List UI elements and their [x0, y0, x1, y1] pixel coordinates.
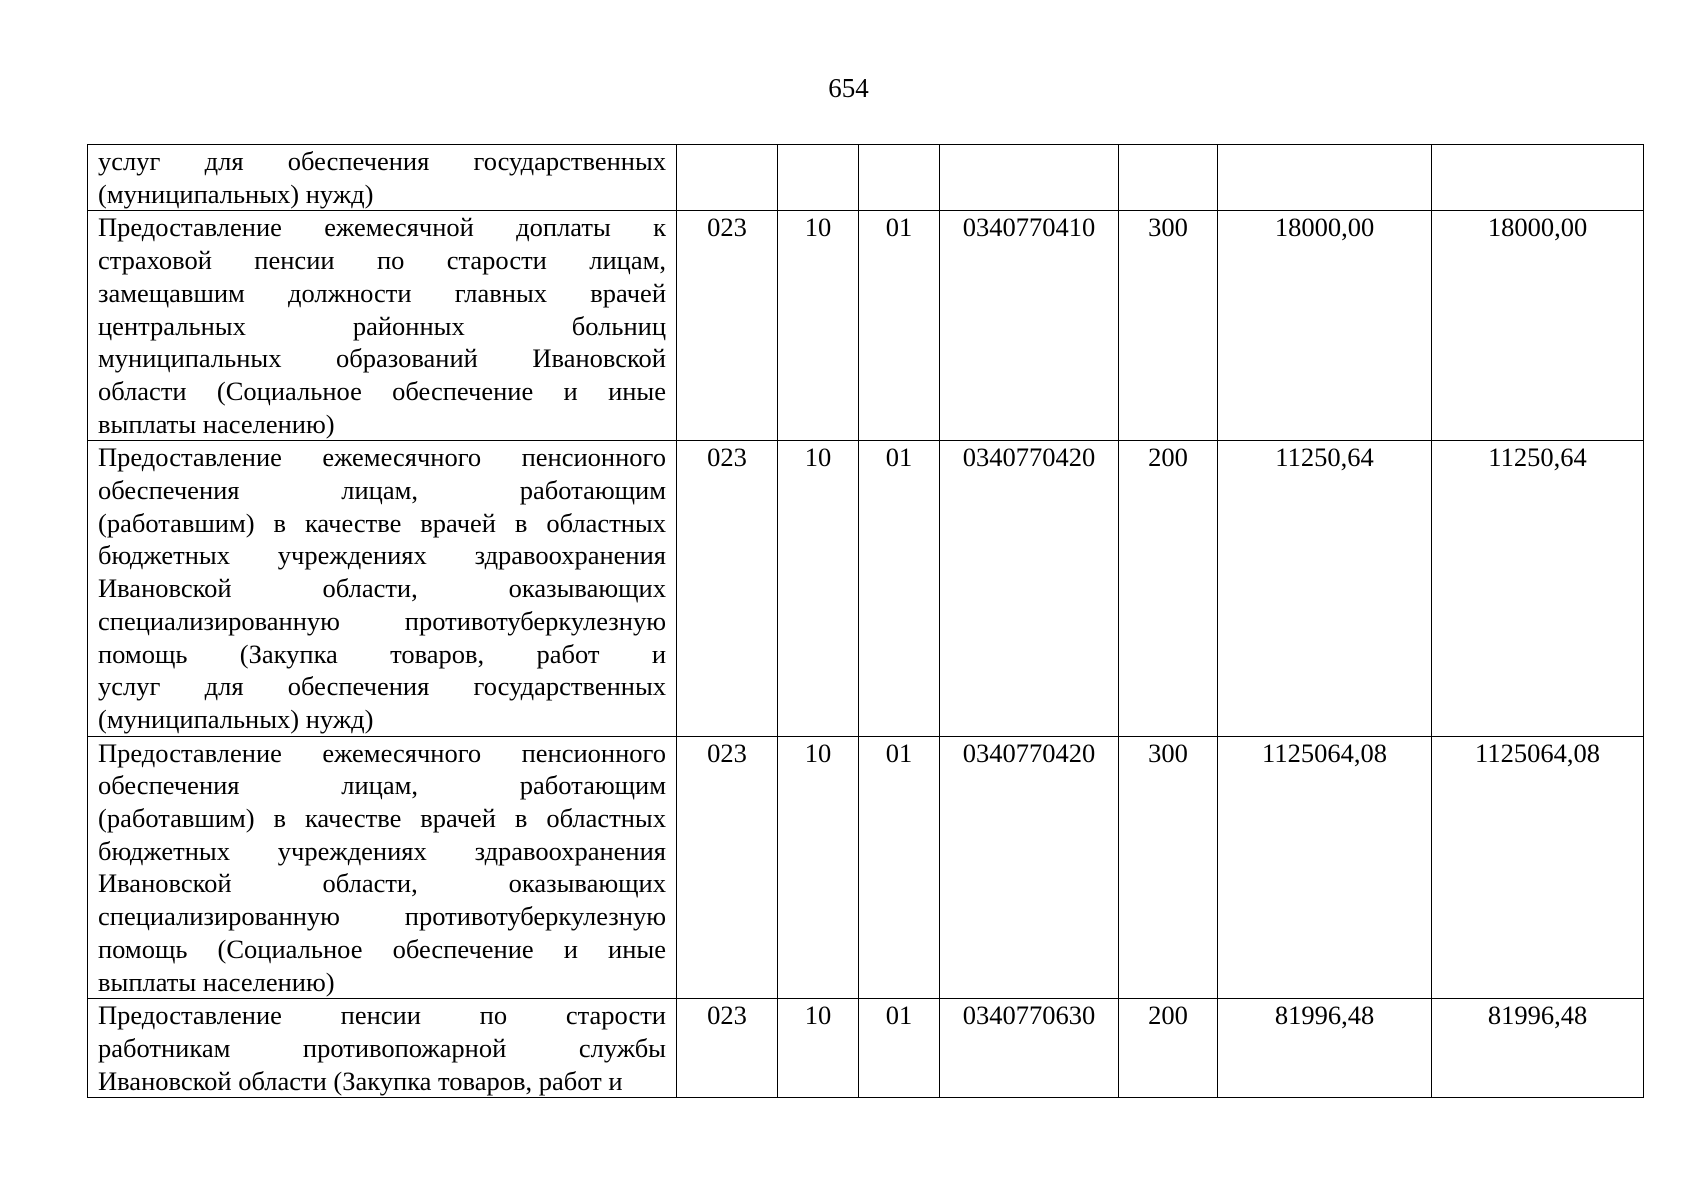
section-code: 10	[778, 736, 859, 999]
amount-year1	[1218, 145, 1432, 211]
row-description	[88, 145, 677, 211]
description-line: Ивановской области, оказывающих	[98, 573, 666, 604]
amount-year2: 81996,48	[1432, 999, 1644, 1098]
section-code	[778, 145, 859, 211]
description-line: услуг для обеспечения государственных	[98, 671, 666, 702]
subsection-code: 01	[859, 999, 940, 1098]
section-code: 10	[778, 999, 859, 1098]
amount-year1: 18000,00	[1218, 211, 1432, 441]
ministry-code: 023	[677, 441, 778, 736]
table-body	[88, 145, 1644, 1098]
ministry-code: 023	[677, 736, 778, 999]
description-line: Ивановской области (Закупка товаров, работ и	[98, 1065, 623, 1096]
description-line: услуг для обеспечения государственных	[98, 146, 666, 176]
target-article: 0340770630	[940, 999, 1119, 1098]
subsection-code: 01	[859, 211, 940, 441]
target-article: 0340770410	[940, 211, 1119, 441]
table-row	[88, 145, 1644, 211]
description-line: страховой пенсии по старости лицам,	[98, 245, 666, 276]
expense-type: 200	[1119, 441, 1218, 736]
amount-year1: 81996,48	[1218, 999, 1432, 1098]
target-article: 0340770420	[940, 736, 1119, 999]
subsection-code: 01	[859, 441, 940, 736]
ministry-code: 023	[677, 211, 778, 441]
row-description	[88, 736, 677, 999]
description-line: специализированную противотуберкулезную	[98, 901, 666, 932]
expense-type: 200	[1119, 999, 1218, 1098]
table-row	[88, 736, 1644, 999]
expense-type: 300	[1119, 736, 1218, 999]
description-line: муниципальных образований Ивановской	[98, 343, 666, 374]
row-description	[88, 211, 677, 441]
description-line: области (Социальное обеспечение и иные	[98, 375, 666, 406]
description-line: Предоставление ежемесячной доплаты к	[98, 212, 666, 243]
table-row	[88, 441, 1644, 736]
description-line: обеспечения лицам, работающим	[98, 770, 666, 801]
amount-year2: 1125064,08	[1432, 736, 1644, 999]
description-line: (муниципальных) нужд)	[98, 178, 374, 209]
section-code: 10	[778, 211, 859, 441]
subsection-code	[859, 145, 940, 211]
target-article: 0340770420	[940, 441, 1119, 736]
description-line: Ивановской области, оказывающих	[98, 868, 666, 899]
amount-year2	[1432, 145, 1644, 211]
row-description	[88, 441, 677, 736]
description-line: работникам противопожарной службы	[98, 1032, 666, 1063]
subsection-code: 01	[859, 736, 940, 999]
budget-table	[87, 144, 1644, 1098]
description-line: выплаты населению)	[98, 966, 335, 997]
amount-year1: 11250,64	[1218, 441, 1432, 736]
description-line: Предоставление ежемесячного пенсионного	[98, 737, 666, 768]
amount-year2: 11250,64	[1432, 441, 1644, 736]
target-article	[940, 145, 1119, 211]
table-row	[88, 999, 1644, 1098]
description-line: замещавшим должности главных врачей	[98, 277, 666, 308]
description-line: бюджетных учреждениях здравоохранения	[98, 835, 666, 866]
expense-type: 300	[1119, 211, 1218, 441]
description-line: (работавшим) в качестве врачей в областных	[98, 803, 666, 834]
row-description	[88, 999, 677, 1098]
description-line: помощь (Закупка товаров, работ и	[98, 638, 666, 669]
description-line: обеспечения лицам, работающим	[98, 475, 666, 506]
description-line: (работавшим) в качестве врачей в областных	[98, 507, 666, 538]
description-line: (муниципальных) нужд)	[98, 703, 374, 734]
table-row	[88, 211, 1644, 441]
amount-year2: 18000,00	[1432, 211, 1644, 441]
expense-type	[1119, 145, 1218, 211]
description-line: помощь (Социальное обеспечение и иные	[98, 933, 666, 964]
ministry-code: 023	[677, 999, 778, 1098]
description-line: Предоставление ежемесячного пенсионного	[98, 442, 666, 473]
page-number: 654	[828, 73, 869, 103]
description-line: Предоставление пенсии по старости	[98, 1000, 666, 1031]
description-line: центральных районных больниц	[98, 310, 666, 341]
amount-year1: 1125064,08	[1218, 736, 1432, 999]
description-line: специализированную противотуберкулезную	[98, 605, 666, 636]
description-line: бюджетных учреждениях здравоохранения	[98, 540, 666, 571]
section-code: 10	[778, 441, 859, 736]
ministry-code	[677, 145, 778, 211]
description-line: выплаты населению)	[98, 408, 335, 439]
